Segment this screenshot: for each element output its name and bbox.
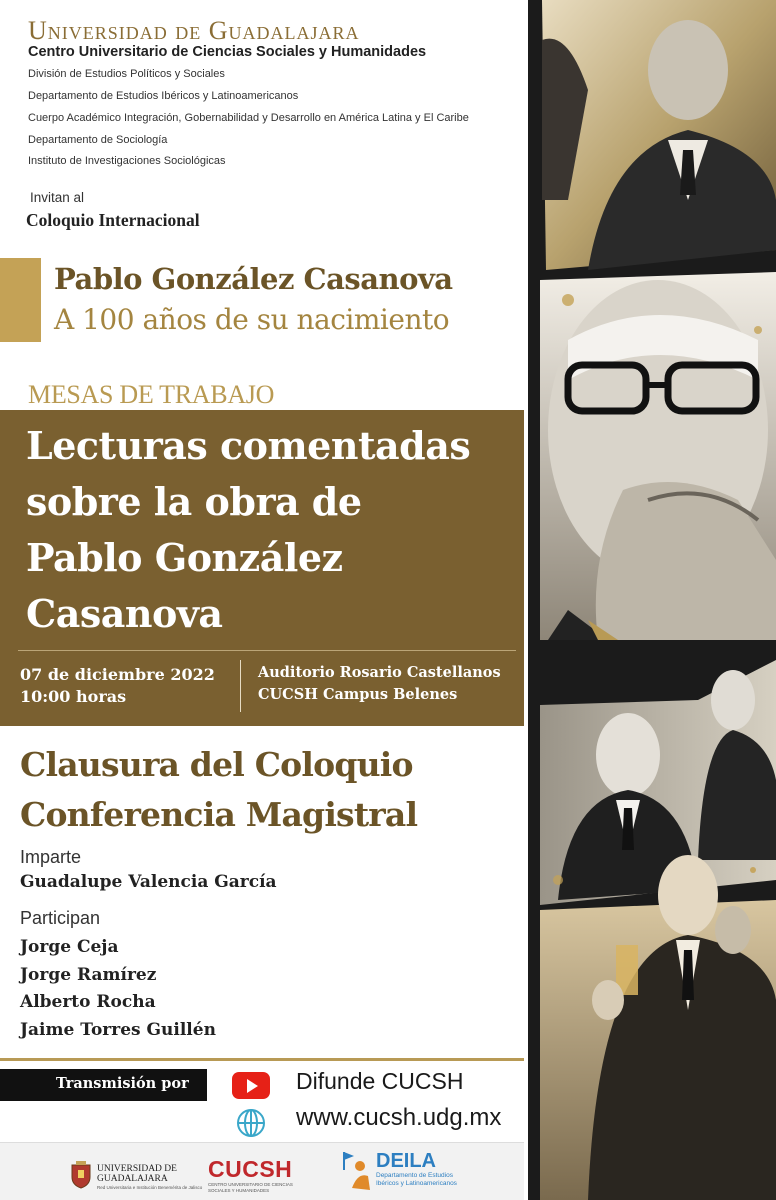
- udg-logo-text: UNIVERSIDAD DE GUADALAJARA: [97, 1164, 177, 1184]
- event-venue: Auditorio Rosario Castellanos: [258, 664, 501, 681]
- university-center: Centro Universitario de Ciencias Sociales y Humanidades: [28, 44, 427, 60]
- globe-icon: [236, 1108, 266, 1138]
- udg-crest-icon: [70, 1161, 92, 1189]
- deila-figure-icon: [340, 1148, 374, 1192]
- photo-collage: [528, 0, 776, 1200]
- udg-tagline: Red Universitaria e Institución Benemérita de Jalisco: [97, 1185, 203, 1190]
- divider: [18, 650, 516, 651]
- participant-name: Jaime Torres Guillén: [20, 1019, 216, 1040]
- invitation-text: Invitan al: [30, 190, 85, 205]
- event-datetime: [20, 664, 215, 708]
- unit-line: Departamento de Estudios Ibéricos y Latinoamericanos: [28, 90, 299, 102]
- event-campus: CUCSH Campus Belenes: [258, 686, 458, 703]
- divider: [0, 1058, 524, 1061]
- unit-line: Instituto de Investigaciones Sociológicas: [28, 155, 226, 167]
- participants-list: [20, 934, 216, 1044]
- participant-name: Jorge Ramírez: [20, 964, 157, 985]
- section-label: MESAS DE TRABAJO: [28, 380, 275, 409]
- speaker-label: Imparte: [20, 847, 82, 867]
- participants-label: Participan: [20, 908, 101, 928]
- divider: [240, 660, 241, 712]
- stream-label: Transmisión por: [56, 1075, 189, 1092]
- keynote-title: Conferencia Magistral: [20, 795, 418, 834]
- colloquium-label: Coloquio Internacional: [26, 210, 200, 230]
- deila-logo: DEILA: [376, 1150, 436, 1172]
- website-link[interactable]: www.cucsh.udg.mx: [296, 1104, 502, 1131]
- event-location: [258, 662, 501, 706]
- collage-image: [528, 0, 776, 1200]
- cucsh-logo: CUCSH: [208, 1156, 293, 1182]
- deila-logo-subtitle: Departamento de Estudios Ibéricos y Latinoamericanos: [376, 1172, 457, 1187]
- event-time: 10:00 horas: [20, 687, 127, 706]
- session-title-line: sobre la obra de: [26, 479, 362, 524]
- event-subtitle: A 100 años de su nacimiento: [54, 303, 450, 336]
- session-title: [26, 418, 526, 642]
- unit-line: División de Estudios Políticos y Sociales: [28, 68, 225, 80]
- event-name: Pablo González Casanova: [54, 262, 453, 296]
- gold-accent-bar: [0, 258, 41, 342]
- speaker-name: Guadalupe Valencia García: [20, 872, 277, 892]
- participant-name: Jorge Ceja: [20, 937, 119, 957]
- event-date: 07 de diciembre 2022: [20, 665, 215, 684]
- session-title-line: Lecturas comentadas: [26, 423, 471, 468]
- youtube-icon[interactable]: [232, 1072, 270, 1099]
- unit-line: Departamento de Sociología: [28, 134, 168, 146]
- cucsh-logo-subtitle: CENTRO UNIVERSITARIO DE CIENCIAS SOCIALES Y HUMANIDADES: [208, 1182, 293, 1193]
- session-title-line: Pablo González: [26, 535, 343, 580]
- university-name: Universidad de Guadalajara: [28, 16, 360, 45]
- youtube-channel-link[interactable]: Difunde CUCSH: [296, 1068, 464, 1094]
- closing-titles: [20, 740, 417, 840]
- closing-title: Clausura del Coloquio: [20, 745, 413, 784]
- participant-name: Alberto Rocha: [20, 992, 156, 1012]
- unit-line: Cuerpo Académico Integración, Gobernabilidad y Desarrollo en América Latina y El Caribe: [28, 112, 469, 124]
- session-title-line: Casanova: [26, 591, 223, 636]
